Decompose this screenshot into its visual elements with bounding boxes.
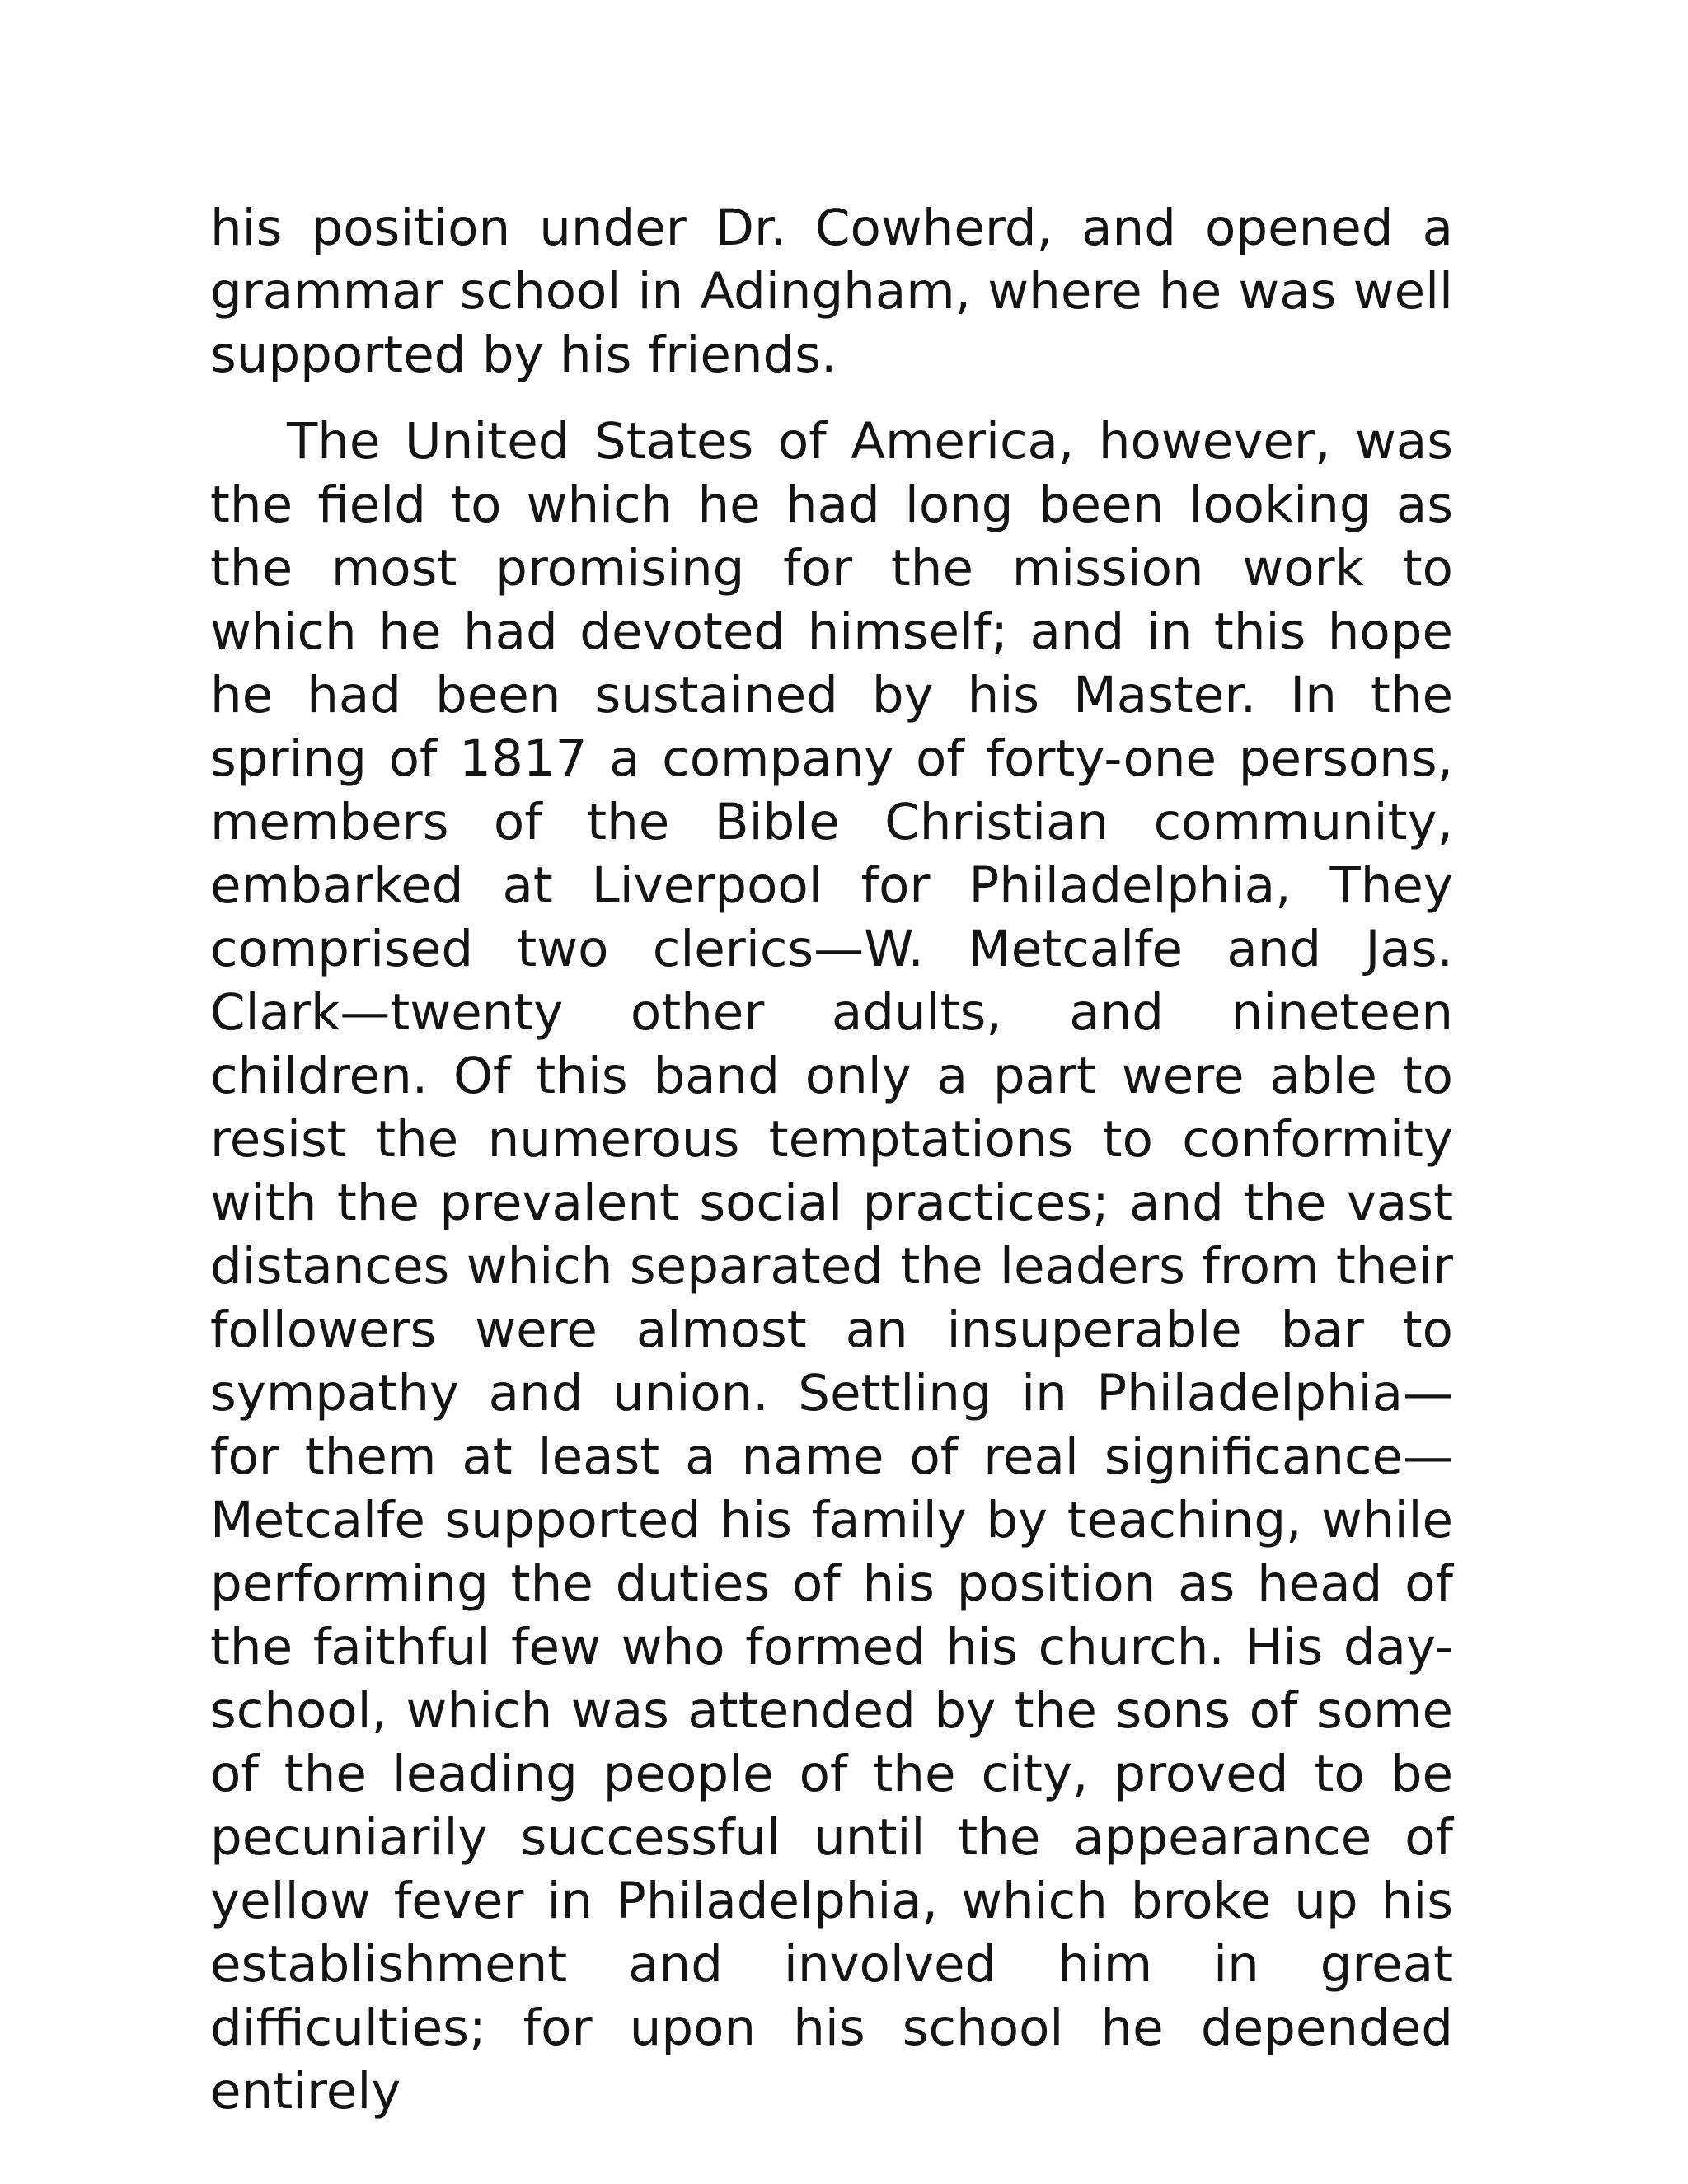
paragraph: The United States of America, however, was the field to which he had long been looking as the most promising for the mission work to which he had devoted himself; and in this hope he had been sustained by his Master. In the spring of 1817 a company of forty-one persons, members of the Bible Christian community, embarked at Liverpool for Philadelphia, They comprised two clerics—W. Metcalfe and Jas. Clark—twenty other adults, and nineteen children. Of this band only a part were able to resist the numerous temptations to conformity with the prevalent social practices; and the vast distances which separated the leaders from their followers were almost an insuperable bar to sympathy and union. Settling in Philadelphia—for them at least a name of real significance—Metcalfe supported his family by teaching, while performing the duties of his position as head of the faithful few who formed his church. His day-school, which was attended by the sons of some of the leading people of the city, proved to be pecuniarily successful until the appearance of yellow fever in Philadelphia, which broke up his establishment and involved him in great difficulties; for upon his school he depended entirely [210, 412, 1453, 2121]
body-text [210, 196, 1453, 2123]
paragraph: his position under Dr. Cowherd, and opened a grammar school in Adingham, where he was well supported by his friends. [210, 199, 1453, 384]
